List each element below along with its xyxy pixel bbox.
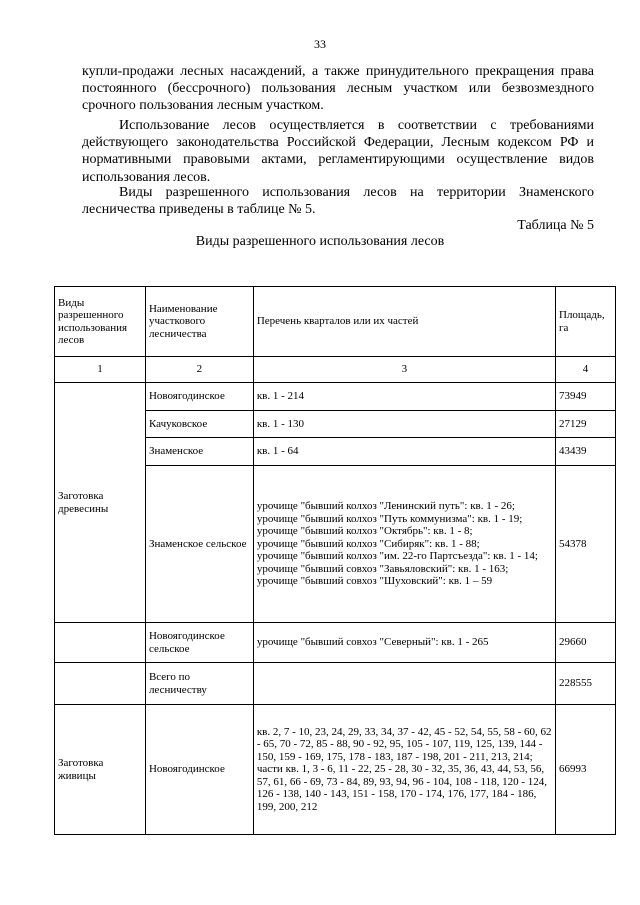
use-type-cell bbox=[55, 663, 146, 705]
quarters-line: урочище "бывший совхоз "Завьяловский": кв. 1 - 163; bbox=[256, 562, 509, 575]
area-cell: 29660 bbox=[556, 623, 616, 663]
col-number: 3 bbox=[253, 357, 555, 383]
quarters-cell: кв. 1 - 130 bbox=[253, 411, 555, 438]
forestry-cell: Новоягодинское bbox=[145, 383, 253, 411]
forestry-cell: Знаменское сельское bbox=[145, 466, 253, 623]
use-type-cell: Заготовка древесины bbox=[55, 383, 146, 623]
total-area-cell: 228555 bbox=[556, 663, 616, 705]
table-row bbox=[55, 623, 616, 663]
header-area: Площадь, га bbox=[556, 287, 616, 357]
area-cell: 66993 bbox=[556, 705, 616, 835]
quarters-cell: кв. 1 - 64 bbox=[253, 438, 555, 466]
area-cell: 43439 bbox=[556, 438, 616, 466]
header-use-type: Виды разрешенного использования лесов bbox=[55, 287, 146, 357]
table-number-row bbox=[55, 357, 616, 383]
table-row bbox=[55, 705, 616, 835]
paragraph-1: купли-продажи лесных насаждений, а также принудительного прекращения права постоянного (бессрочного) пользования лесным участком или безвозмездного срочного пользования лесным участком. bbox=[82, 64, 594, 114]
quarters-line: урочище "бывший колхоз "Путь коммунизма": кв. 1 - 19; bbox=[256, 512, 523, 525]
forestry-cell: Новоягодинское bbox=[145, 705, 253, 835]
col-number: 4 bbox=[556, 357, 616, 383]
quarters-line: урочище "бывший колхоз "им. 22-го Партсъезда": кв. 1 - 14; bbox=[256, 550, 538, 563]
quarters-cell: урочище "бывший совхоз "Северный": кв. 1 - 265 bbox=[253, 623, 555, 663]
quarters-line: урочище "бывший колхоз "Сибиряк": кв. 1 - 88; bbox=[256, 537, 480, 550]
quarters-cell bbox=[253, 466, 555, 623]
forestry-cell: Новоягодинское сельское bbox=[145, 623, 253, 663]
table-total-row bbox=[55, 663, 616, 705]
use-type-cell: Заготовка живицы bbox=[55, 705, 146, 835]
area-cell: 73949 bbox=[556, 383, 616, 411]
total-label-cell: Всего по лесничеству bbox=[145, 663, 253, 705]
quarters-line: урочище "бывший совхоз "Шуховский": кв. 1 – 59 bbox=[256, 575, 493, 588]
table-header-row bbox=[55, 287, 616, 357]
table-title: Виды разрешенного использования лесов bbox=[195, 234, 445, 249]
header-forestry: Наименование участкового лесничества bbox=[145, 287, 253, 357]
forest-use-table bbox=[54, 286, 616, 835]
quarters-cell: кв. 1 - 214 bbox=[253, 383, 555, 411]
table-label: Таблица № 5 bbox=[517, 218, 594, 233]
paragraph-3: Виды разрешенного использования лесов на территории Знаменского лесничества приведены в таблице № 5. bbox=[82, 185, 594, 218]
quarters-cell: кв. 2, 7 - 10, 23, 24, 29, 33, 34, 37 - 42, 45 - 52, 54, 55, 58 - 60, 62 - 65, 70 - 72, 85 - 88, 90 - 92, 95, 105 - 107, 119, 125, 139, 144 - 150, 159 - 169, 175, 178 - 183, 187 - 198, 201 - 211, 213, 214; части кв. 1, 3 - 6, 11 - 22, 25 - 28, 30 - 32, 35, 36, 43, 44, 53, 56, 57, 61, 66 - 69, 73 - 84, 89, 93, 94, 96 - 104, 108 - 118, 120 - 124, 126 - 138, 140 - 143, 151 - 158, 170 - 174, 176, 177, 184 - 186, 199, 200, 212 bbox=[253, 705, 555, 835]
area-cell: 27129 bbox=[556, 411, 616, 438]
col-number: 2 bbox=[145, 357, 253, 383]
col-number: 1 bbox=[55, 357, 146, 383]
use-type-cell bbox=[55, 623, 146, 663]
paragraph-2: Использование лесов осуществляется в соответствии с требованиями действующего законодательства Российской Федерации, Лесным кодексом РФ и нормативными правовыми актами, регламентирующими осуществление видов использования лесов. bbox=[82, 118, 594, 185]
page-number: 33 bbox=[314, 37, 326, 51]
table-row bbox=[55, 383, 616, 411]
forestry-cell: Знаменское bbox=[145, 438, 253, 466]
quarters-line: урочище "бывший колхоз "Октябрь": кв. 1 - 8; bbox=[256, 525, 473, 538]
forestry-cell: Качуковское bbox=[145, 411, 253, 438]
header-quarters: Перечень кварталов или их частей bbox=[253, 287, 555, 357]
quarters-line: урочище "бывший колхоз "Ленинский путь": кв. 1 - 26; bbox=[256, 500, 515, 513]
quarters-cell bbox=[253, 663, 555, 705]
area-cell: 54378 bbox=[556, 466, 616, 623]
